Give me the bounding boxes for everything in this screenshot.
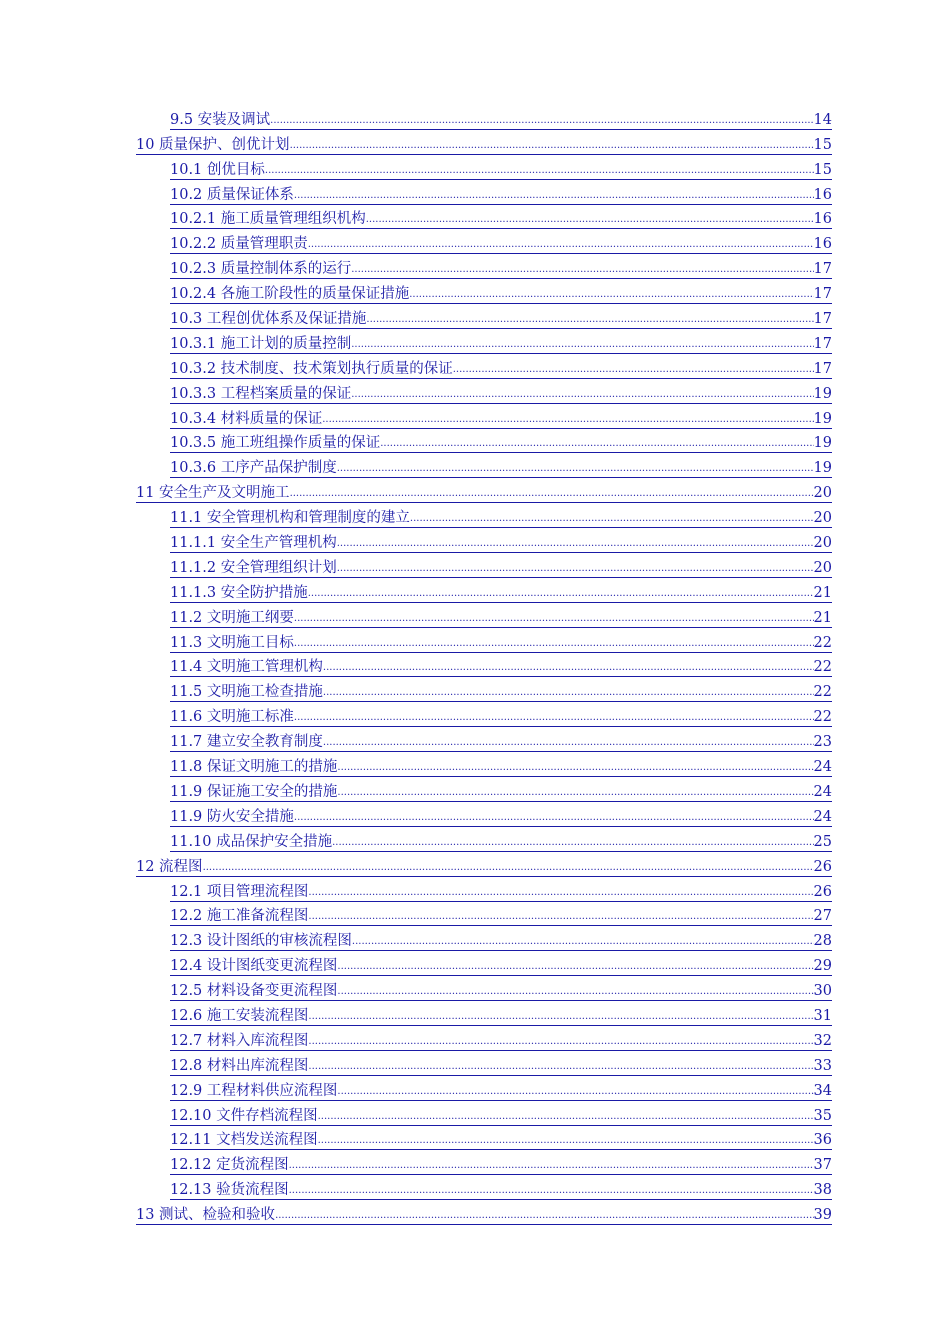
- toc-entry[interactable]: [0, 854, 832, 879]
- toc-entry-page-number: 14: [813, 111, 832, 128]
- toc-entry-line: [170, 235, 832, 254]
- toc-entry-page-number: 27: [813, 908, 832, 925]
- toc-entry[interactable]: [0, 1177, 832, 1202]
- toc-dot-leader: [337, 463, 814, 475]
- toc-entry[interactable]: [0, 704, 832, 729]
- toc-entry-line: [170, 1007, 832, 1026]
- toc-entry-line: [170, 658, 832, 677]
- toc-entry-page-number: 33: [813, 1057, 832, 1074]
- toc-dot-leader: [332, 837, 813, 849]
- toc-entry-title: 10.2.3 质量控制体系的运行: [170, 261, 352, 278]
- toc-entry-line: [170, 1057, 832, 1076]
- toc-dot-leader: [351, 389, 813, 401]
- toc-entry-line: [170, 335, 832, 354]
- toc-entry-title: 10.3 工程创优体系及保证措施: [170, 311, 367, 328]
- toc-entry-page-number: 24: [813, 759, 832, 776]
- toc-entry-page-number: 17: [813, 311, 832, 328]
- toc-entry-line: [170, 559, 832, 578]
- toc-entry-title: 11.2 文明施工纲要: [170, 609, 294, 626]
- toc-entry[interactable]: [0, 655, 832, 680]
- toc-entry-line: [170, 310, 832, 329]
- toc-entry-page-number: 34: [813, 1082, 832, 1099]
- toc-entry[interactable]: [0, 1028, 832, 1053]
- toc-entry-title: 10.2.4 各施工阶段性的质量保证措施: [170, 286, 410, 303]
- toc-dot-leader: [352, 936, 814, 948]
- toc-entry-line: [170, 534, 832, 553]
- toc-entry-line: [170, 1032, 832, 1051]
- toc-entry[interactable]: [0, 431, 832, 456]
- toc-entry-title: 12.1 项目管理流程图: [170, 883, 309, 900]
- toc-entry-title: 10.3.6 工序产品保护制度: [170, 460, 337, 477]
- toc-entry[interactable]: [0, 879, 832, 904]
- toc-entry-page-number: 20: [813, 535, 832, 552]
- toc-entry-page-number: 21: [813, 584, 832, 601]
- toc-entry-line: [170, 210, 832, 229]
- toc-entry-page-number: 28: [813, 933, 832, 950]
- toc-dot-leader: [337, 762, 813, 774]
- toc-entry-line: [170, 1107, 832, 1126]
- toc-dot-leader: [270, 115, 813, 127]
- toc-entry-title: 12.6 施工安装流程图: [170, 1007, 309, 1024]
- toc-entry-line: [170, 932, 832, 951]
- toc-entry-line: [136, 1206, 832, 1225]
- toc-entry[interactable]: [0, 804, 832, 829]
- toc-entry-title: 10.2.2 质量管理职责: [170, 236, 308, 253]
- toc-dot-leader: [294, 613, 814, 625]
- toc-entry-page-number: 35: [813, 1107, 832, 1124]
- toc-entry-title: 11.8 保证文明施工的措施: [170, 759, 338, 776]
- toc-entry-page-number: 26: [813, 858, 832, 875]
- toc-entry-line: [170, 186, 832, 205]
- toc-dot-leader: [318, 1135, 814, 1147]
- toc-entry-line: [170, 907, 832, 926]
- toc-entry-title: 12.3 设计图纸的审核流程图: [170, 933, 352, 950]
- toc-dot-leader: [337, 787, 813, 799]
- toc-dot-leader: [290, 488, 814, 500]
- toc-dot-leader: [289, 1160, 814, 1172]
- toc-entry-title: 11.6 文明施工标准: [170, 709, 294, 726]
- toc-entry-page-number: 17: [813, 335, 832, 352]
- toc-dot-leader: [337, 538, 814, 550]
- toc-entry[interactable]: [0, 256, 832, 281]
- toc-entry[interactable]: [0, 1053, 832, 1078]
- toc-entry-title: 11 安全生产及文明施工: [136, 485, 290, 502]
- toc-dot-leader: [294, 638, 814, 650]
- toc-entry[interactable]: [0, 281, 832, 306]
- toc-entry[interactable]: [0, 779, 832, 804]
- toc-entry[interactable]: [0, 1152, 832, 1177]
- toc-entry-title: 12.11 文档发送流程图: [170, 1132, 318, 1149]
- toc-entry-page-number: 29: [813, 958, 832, 975]
- toc-entry[interactable]: [0, 555, 832, 580]
- toc-entry-page-number: 25: [813, 833, 832, 850]
- toc-dot-leader: [410, 513, 814, 525]
- toc-entry[interactable]: [0, 132, 832, 157]
- toc-entry-line: [136, 136, 832, 155]
- toc-entry[interactable]: [0, 605, 832, 630]
- toc-entry-title: 11.5 文明施工检查措施: [170, 684, 323, 701]
- toc-entry[interactable]: [0, 1128, 832, 1153]
- toc-dot-leader: [351, 264, 813, 276]
- toc-entry[interactable]: [0, 381, 832, 406]
- toc-entry[interactable]: [0, 1078, 832, 1103]
- toc-entry-line: [170, 434, 832, 453]
- toc-dot-leader: [308, 1036, 813, 1048]
- toc-dot-leader: [289, 1185, 814, 1197]
- toc-entry-title: 11.1 安全管理机构和管理制度的建立: [170, 510, 410, 527]
- toc-entry-line: [170, 1181, 832, 1200]
- toc-entry-title: 11.1.2 安全管理组织计划: [170, 559, 337, 576]
- toc-entry-page-number: 39: [813, 1207, 832, 1224]
- toc-entry-title: 10 质量保护、创优计划: [136, 136, 290, 153]
- toc-entry-line: [170, 360, 832, 379]
- toc-entry-page-number: 20: [813, 559, 832, 576]
- toc-entry-line: [170, 285, 832, 304]
- toc-dot-leader: [318, 1111, 814, 1123]
- toc-entry[interactable]: [0, 1003, 832, 1028]
- toc-dot-leader: [337, 1086, 813, 1098]
- toc-dot-leader: [275, 1210, 813, 1222]
- toc-entry-page-number: 31: [813, 1007, 832, 1024]
- toc-entry-line: [170, 982, 832, 1001]
- toc-entry[interactable]: [0, 107, 832, 132]
- toc-entry-page-number: 19: [813, 435, 832, 452]
- toc-entry-title: 12.8 材料出库流程图: [170, 1057, 309, 1074]
- toc-entry-page-number: 19: [813, 460, 832, 477]
- toc-entry-title: 10.3.2 技术制度、技术策划执行质量的保证: [170, 360, 453, 377]
- toc-entry-page-number: 36: [813, 1132, 832, 1149]
- toc-entry-line: [170, 808, 832, 827]
- toc-dot-leader: [308, 1061, 813, 1073]
- toc-dot-leader: [337, 563, 814, 575]
- toc-entry[interactable]: [0, 978, 832, 1003]
- toc-entry-page-number: 32: [813, 1032, 832, 1049]
- toc-entry-title: 10.3.1 施工计划的质量控制: [170, 335, 352, 352]
- toc-entry-page-number: 38: [813, 1182, 832, 1199]
- toc-dot-leader: [265, 165, 814, 177]
- toc-entry-line: [170, 609, 832, 628]
- toc-dot-leader: [380, 438, 813, 450]
- toc-entry-line: [170, 883, 832, 902]
- toc-entry-page-number: 19: [813, 385, 832, 402]
- toc-entry[interactable]: [0, 630, 832, 655]
- toc-entry-title: 11.9 保证施工安全的措施: [170, 783, 338, 800]
- toc-dot-leader: [323, 662, 814, 674]
- toc-entry-title: 12.7 材料入库流程图: [170, 1032, 309, 1049]
- toc-entry-line: [170, 634, 832, 653]
- toc-dot-leader: [308, 911, 813, 923]
- toc-dot-leader: [453, 364, 814, 376]
- toc-entry[interactable]: [0, 1103, 832, 1128]
- toc-dot-leader: [351, 339, 813, 351]
- toc-entry[interactable]: [0, 928, 832, 953]
- toc-entry-page-number: 22: [813, 634, 832, 651]
- toc-entry-page-number: 15: [813, 161, 832, 178]
- toc-entry-title: 10.3.4 材料质量的保证: [170, 410, 323, 427]
- toc-entry-line: [170, 708, 832, 727]
- toc-entry-line: [136, 858, 832, 877]
- toc-dot-leader: [294, 190, 814, 202]
- toc-entry-title: 12.2 施工准备流程图: [170, 908, 309, 925]
- toc-entry-line: [170, 833, 832, 852]
- toc-entry-title: 10.1 创优目标: [170, 161, 265, 178]
- toc-dot-leader: [294, 812, 814, 824]
- toc-entry-line: [170, 1131, 832, 1150]
- toc-entry-page-number: 23: [813, 734, 832, 751]
- toc-entry[interactable]: [0, 953, 832, 978]
- toc-entry-title: 10.2 质量保证体系: [170, 186, 294, 203]
- toc-dot-leader: [366, 214, 814, 226]
- toc-dot-leader: [308, 239, 814, 251]
- toc-entry[interactable]: [0, 505, 832, 530]
- toc-dot-leader: [409, 289, 813, 301]
- toc-entry-title: 11.10 成品保护安全措施: [170, 833, 333, 850]
- toc-entry-line: [170, 1082, 832, 1101]
- toc-entry-line: [170, 957, 832, 976]
- toc-dot-leader: [323, 737, 814, 749]
- toc-dot-leader: [290, 140, 814, 152]
- toc-entry-title: 12.5 材料设备变更流程图: [170, 983, 338, 1000]
- toc-dot-leader: [203, 862, 814, 874]
- toc-entry-page-number: 24: [813, 783, 832, 800]
- toc-dot-leader: [308, 588, 814, 600]
- toc-entry-title: 11.1.1 安全生产管理机构: [170, 535, 337, 552]
- toc-entry-page-number: 21: [813, 609, 832, 626]
- toc-entry-line: [170, 683, 832, 702]
- toc-entry-page-number: 30: [813, 983, 832, 1000]
- toc-entry[interactable]: [0, 231, 832, 256]
- toc-entry[interactable]: [0, 455, 832, 480]
- toc-entry-line: [170, 758, 832, 777]
- toc-entry-line: [170, 733, 832, 752]
- toc-entry-title: 11.1.3 安全防护措施: [170, 584, 308, 601]
- toc-entry-title: 11.4 文明施工管理机构: [170, 659, 323, 676]
- toc-entry-page-number: 22: [813, 684, 832, 701]
- toc-entry[interactable]: [0, 356, 832, 381]
- toc-entry[interactable]: [0, 182, 832, 207]
- toc-entry-line: [170, 459, 832, 478]
- toc-entry-page-number: 24: [813, 808, 832, 825]
- toc-entry-title: 11.3 文明施工目标: [170, 634, 294, 651]
- toc-dot-leader: [308, 1011, 813, 1023]
- toc-dot-leader: [308, 887, 813, 899]
- toc-entry-line: [136, 484, 832, 503]
- toc-entry-page-number: 26: [813, 883, 832, 900]
- toc-entry[interactable]: [0, 580, 832, 605]
- toc-entry-page-number: 15: [813, 136, 832, 153]
- toc-entry[interactable]: [0, 306, 832, 331]
- toc-entry[interactable]: [0, 754, 832, 779]
- toc-entry-title: 12.4 设计图纸变更流程图: [170, 958, 338, 975]
- toc-entry-line: [170, 161, 832, 180]
- toc-dot-leader: [322, 414, 813, 426]
- toc-entry-page-number: 37: [813, 1157, 832, 1174]
- toc-entry[interactable]: [0, 679, 832, 704]
- toc-entry-line: [170, 584, 832, 603]
- table-of-contents: [0, 107, 950, 1227]
- toc-entry-page-number: 20: [813, 510, 832, 527]
- toc-entry-title: 10.3.3 工程档案质量的保证: [170, 385, 352, 402]
- toc-entry-line: [170, 783, 832, 802]
- toc-entry-line: [170, 1156, 832, 1175]
- toc-entry[interactable]: [0, 904, 832, 929]
- toc-entry[interactable]: [0, 157, 832, 182]
- toc-entry-page-number: 17: [813, 286, 832, 303]
- toc-entry-page-number: 17: [813, 360, 832, 377]
- toc-entry[interactable]: [0, 729, 832, 754]
- toc-entry-title: 12.13 验货流程图: [170, 1182, 289, 1199]
- toc-entry-line: [170, 111, 832, 130]
- toc-entry-title: 12.9 工程材料供应流程图: [170, 1082, 338, 1099]
- toc-entry[interactable]: [0, 207, 832, 232]
- toc-entry-title: 13 测试、检验和验收: [136, 1207, 276, 1224]
- toc-entry-title: 10.3.5 施工班组操作质量的保证: [170, 435, 381, 452]
- toc-entry-page-number: 16: [813, 186, 832, 203]
- toc-entry[interactable]: [0, 331, 832, 356]
- toc-entry[interactable]: [0, 1202, 832, 1227]
- toc-entry-line: [170, 410, 832, 429]
- toc-entry-line: [170, 260, 832, 279]
- toc-entry-page-number: 16: [813, 211, 832, 228]
- toc-entry-line: [170, 509, 832, 528]
- toc-entry-page-number: 16: [813, 236, 832, 253]
- toc-entry-title: 12 流程图: [136, 858, 203, 875]
- toc-entry-title: 12.10 文件存档流程图: [170, 1107, 318, 1124]
- toc-dot-leader: [366, 314, 813, 326]
- toc-dot-leader: [337, 961, 813, 973]
- toc-entry[interactable]: [0, 406, 832, 431]
- toc-entry-title: 11.7 建立安全教育制度: [170, 734, 323, 751]
- toc-dot-leader: [323, 687, 814, 699]
- toc-entry-page-number: 19: [813, 410, 832, 427]
- toc-entry-title: 11.9 防火安全措施: [170, 808, 294, 825]
- toc-entry-title: 10.2.1 施工质量管理组织机构: [170, 211, 366, 228]
- toc-entry-page-number: 17: [813, 261, 832, 278]
- toc-entry-title: 9.5 安装及调试: [170, 111, 271, 128]
- toc-entry[interactable]: [0, 480, 832, 505]
- toc-dot-leader: [337, 986, 813, 998]
- toc-entry-title: 12.12 定货流程图: [170, 1157, 289, 1174]
- toc-entry-line: [170, 385, 832, 404]
- toc-entry-page-number: 20: [813, 485, 832, 502]
- toc-entry-page-number: 22: [813, 659, 832, 676]
- toc-entry[interactable]: [0, 829, 832, 854]
- toc-entry[interactable]: [0, 530, 832, 555]
- toc-entry-page-number: 22: [813, 709, 832, 726]
- toc-dot-leader: [294, 712, 814, 724]
